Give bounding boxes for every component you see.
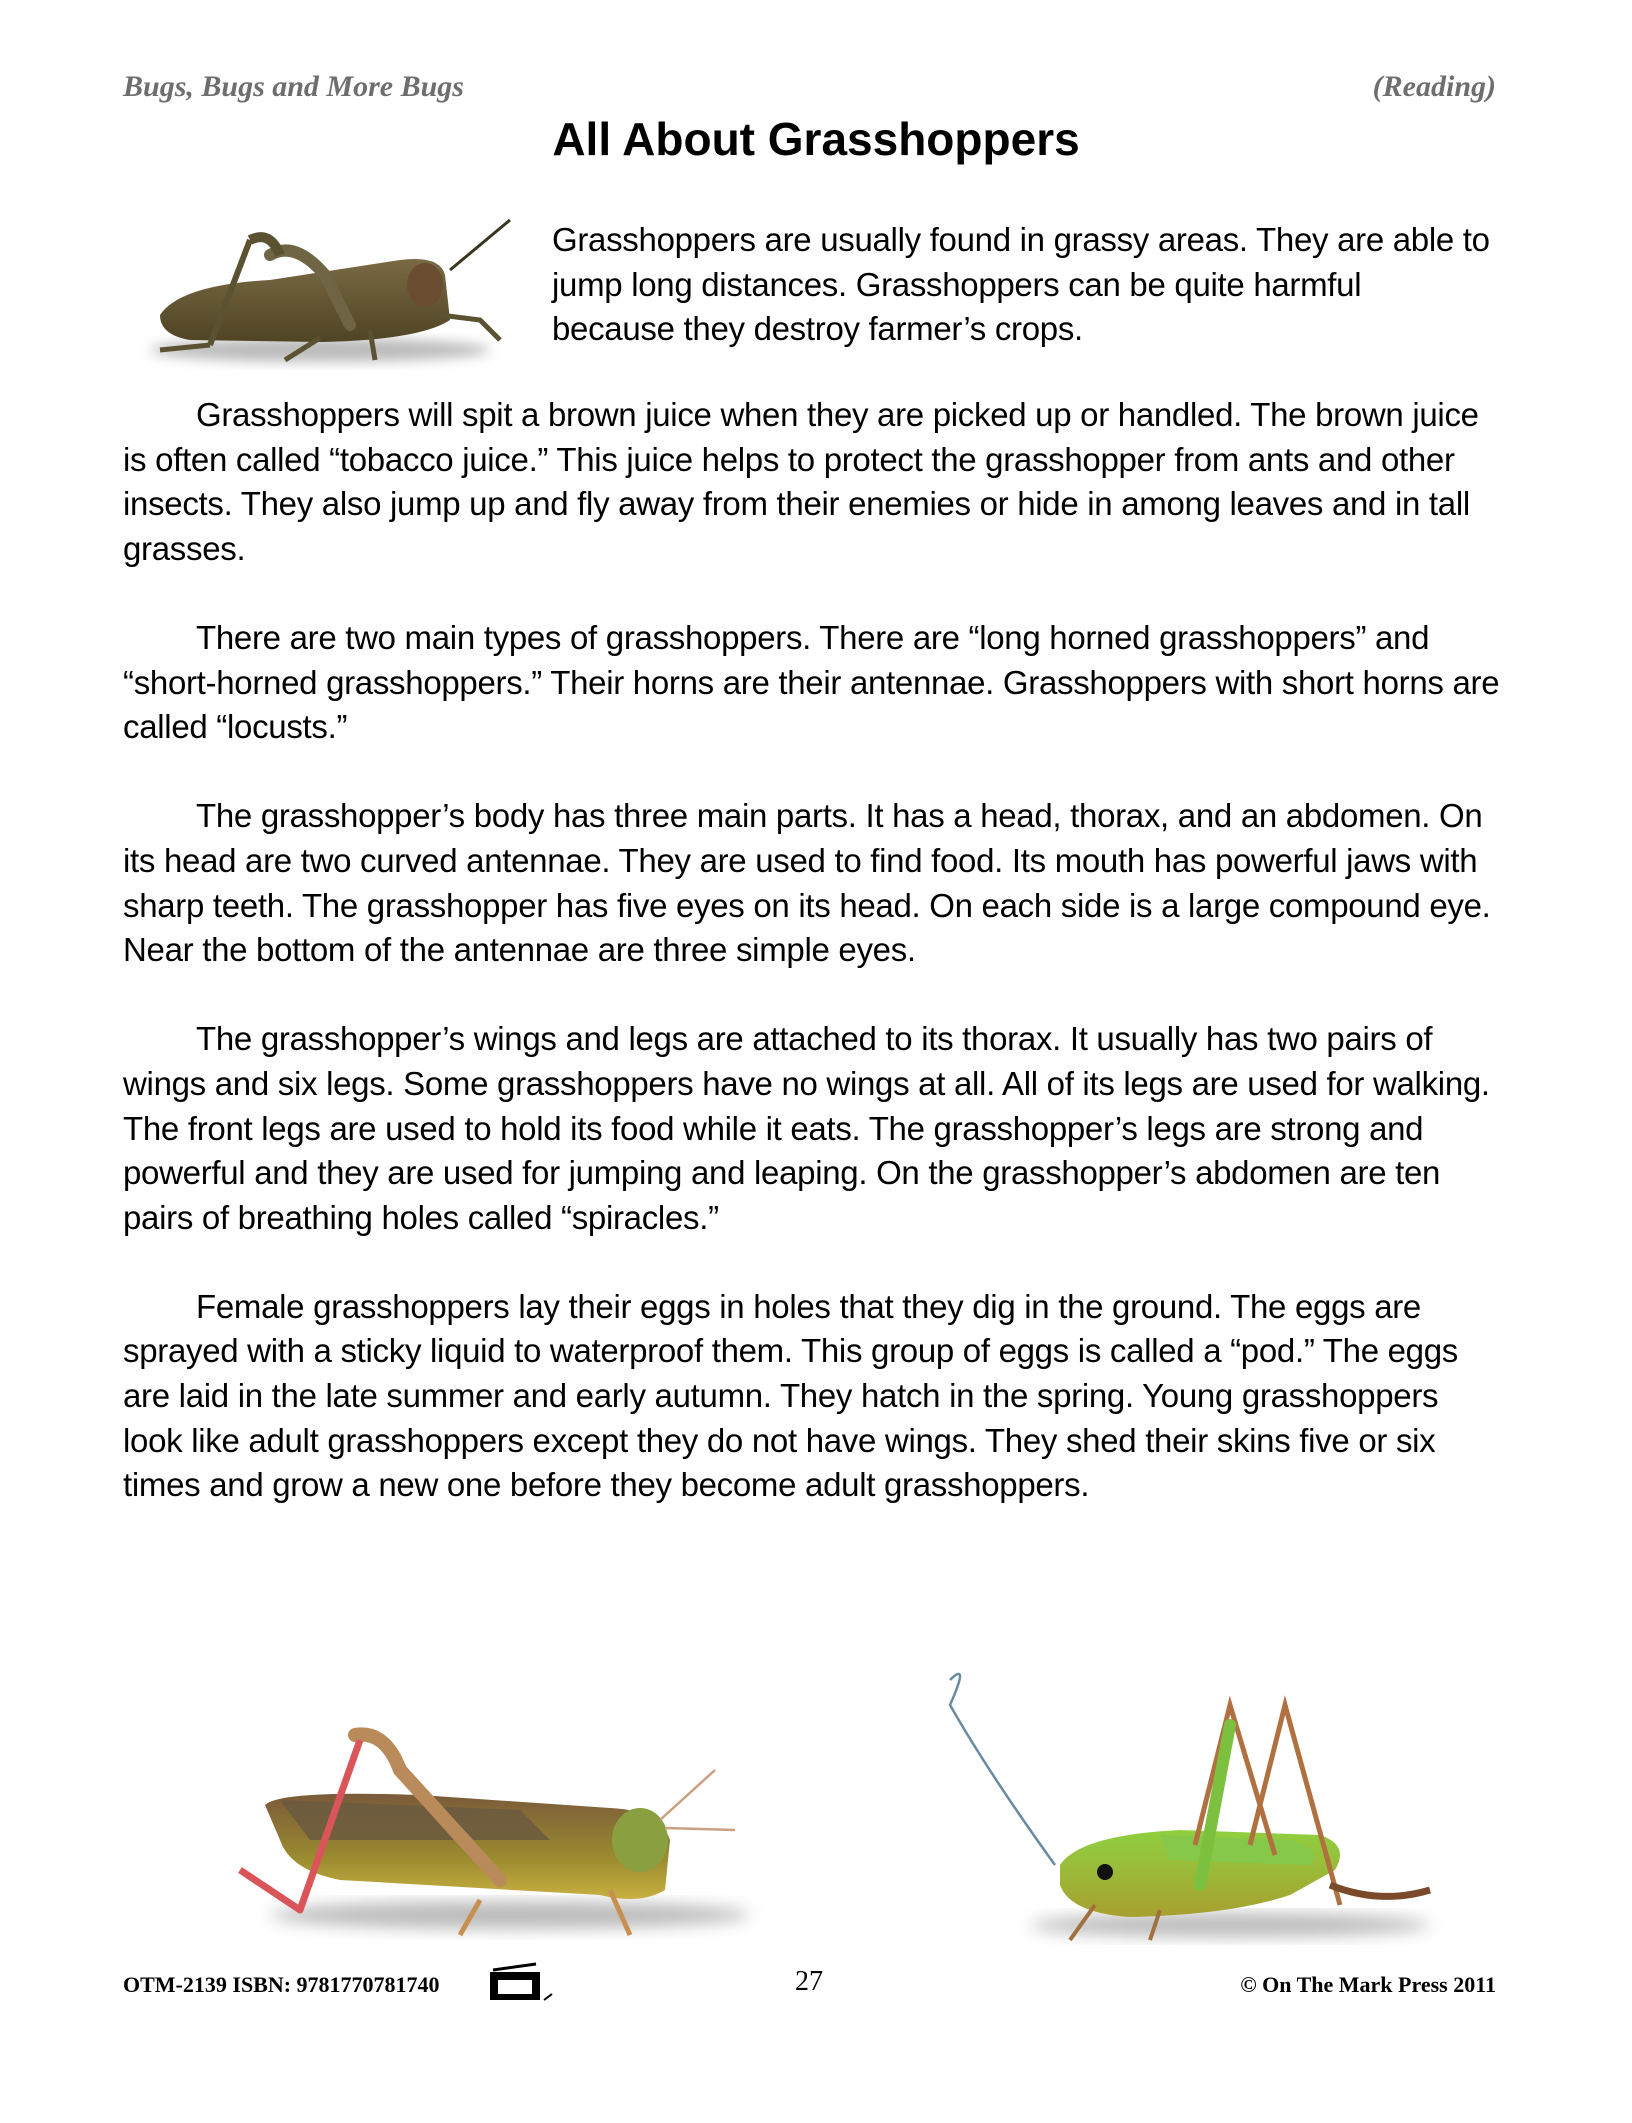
paragraph-wings-legs: The grasshopper’s wings and legs are attached to its thorax. It usually has two pairs of wings and six legs. Some grasshoppers have no wings at all. All of its legs are used for walking. The front legs are used to hold its food while it eats. The grasshopper’s legs are strong and powerful and they are used for jumping and leaping. On the grasshopper’s abdomen are ten pairs of breathing holes called “spiracles.” <box>123 1020 1490 1236</box>
paragraph-defense: Grasshoppers will spit a brown juice when they are picked up or handled. The brown juice is often called “tobacco juice.” This juice helps to protect the grasshopper from ants and other insects. They also jump up and fly away from their enemies or hide in among leaves and in tall grasses. <box>123 396 1479 567</box>
katydid-icon <box>930 1655 1450 1945</box>
green-katydid-photo <box>930 1655 1450 1945</box>
footer-code-isbn: OTM-2139 ISBN: 9781770781740 <box>123 1972 440 1997</box>
book-title-header: Bugs, Bugs and More Bugs <box>123 70 464 103</box>
intro-paragraph: Grasshoppers are usually found in grassy areas. They are able to jump long distances. Grasshoppers can be quite harmful because they destroy farmer’s crops. <box>552 221 1490 348</box>
paragraph-body-parts: The grasshopper’s body has three main parts. It has a head, thorax, and an abdomen. On its head are two curved antennae. They are used to find food. Its mouth has powerful jaws with sharp teeth. The grasshopper has five eyes on its head. On each side is a large compound eye. Near the bottom of the antennae are three simple eyes. <box>123 797 1491 969</box>
paragraph-types: There are two main types of grasshoppers. There are “long horned grasshoppers” and “short-horned grasshoppers.” Their horns are their antennae. Grasshoppers with short horns are called “locusts.” <box>123 618 1500 746</box>
grasshopper-icon <box>220 1690 790 1940</box>
red-legged-grasshopper-photo <box>220 1690 790 1940</box>
grasshopper-icon <box>120 200 520 370</box>
page-number: 27 <box>795 1966 823 1997</box>
page-title: All About Grasshoppers <box>552 113 1080 165</box>
publisher-logo-icon <box>488 1962 578 2007</box>
brown-grasshopper-photo <box>120 200 520 370</box>
paragraph-eggs: Female grasshoppers lay their eggs in holes that they dig in the ground. The eggs are sprayed with a sticky liquid to waterproof them. This group of eggs is called a “pod.” The eggs are laid in the late summer and early autumn. They hatch in the spring. Young grasshoppers look like adult grasshoppers except they do not have wings. They shed their skins five or six times and grow a new one before they become adult grasshoppers. <box>123 1287 1458 1504</box>
body-text <box>123 393 1503 1508</box>
section-label-header: (Reading) <box>1372 70 1496 103</box>
copyright-notice: © On The Mark Press 2011 <box>1240 1972 1496 1997</box>
